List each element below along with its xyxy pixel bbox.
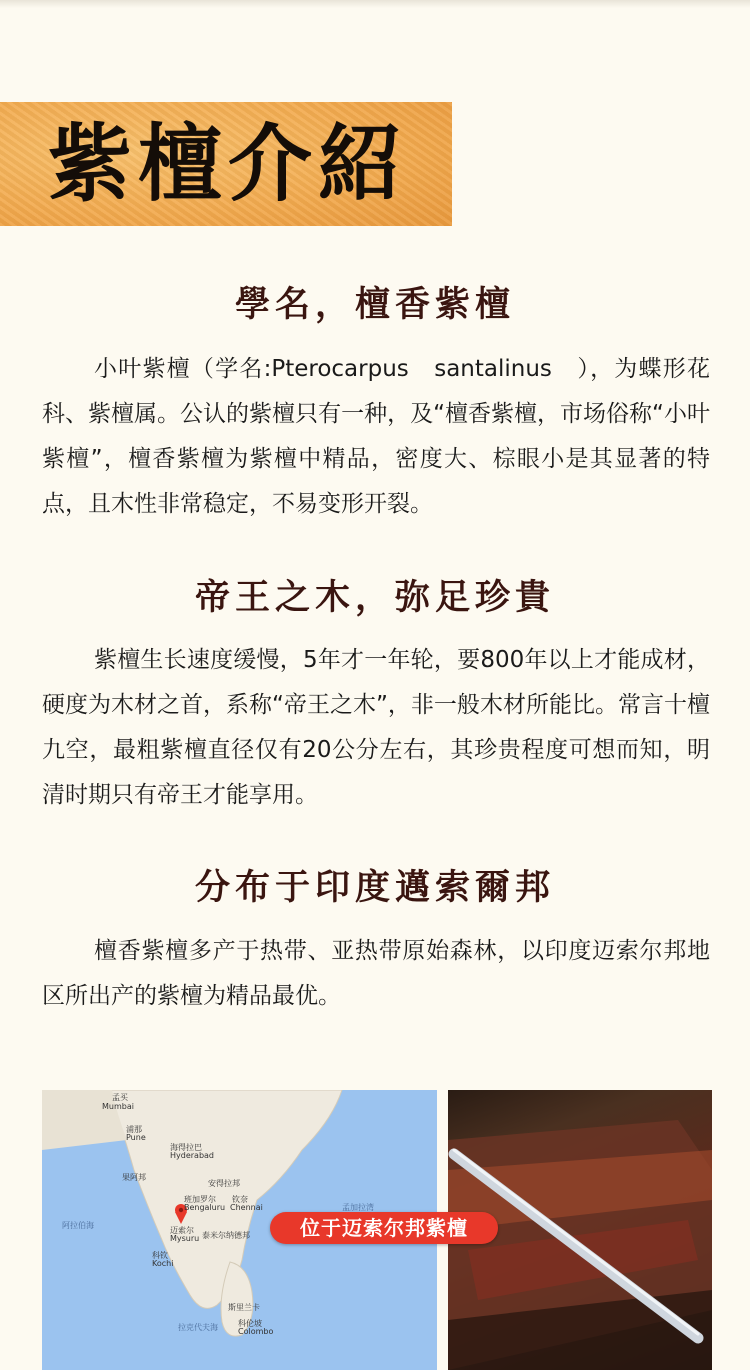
figure-map-and-wood xyxy=(42,1090,712,1370)
section-heading-scientific-name: 學名，檀香紫檀 xyxy=(234,284,515,325)
map-label-chennai: Chennai xyxy=(230,1203,263,1212)
section-text-distribution: 檀香紫檀多产于热带、亚热带原始森林，以印度迈索尔邦地区所出产的紫檀为精品最优。 xyxy=(42,938,710,1009)
map-label-bengaluru: Bengaluru xyxy=(184,1203,226,1212)
map-label-hyderabad-cn: 海得拉巴 xyxy=(170,1143,202,1152)
map-label-chennai-cn: 钦奈 xyxy=(232,1195,248,1204)
figure-caption: 位于迈索尔邦紫檀 xyxy=(270,1212,498,1244)
map-label-goa: 果阿邦 xyxy=(122,1173,146,1182)
map-label-andhra: 安得拉邦 xyxy=(208,1179,240,1188)
map-label-colombo-cn: 科伦坡 xyxy=(238,1319,262,1328)
map-label-kochi: Kochi xyxy=(152,1259,174,1268)
section-text-scientific-name: 小叶紫檀（学名:Pterocarpus santalinus ），为蝶形花科、紫檀属。公认的紫檀只有一种，及“檀香紫檀，市场俗称“小叶紫檀”，檀香紫檀为紫檀中精品，密度大、棕眼小是其显著的特点，且木性非常稳定，不易变形开裂。 xyxy=(42,356,710,517)
section-heading-distribution: 分布于印度邁索爾邦 xyxy=(194,867,555,908)
map-label-sri-lanka: 斯里兰卡 xyxy=(228,1303,260,1312)
section-text-imperial-wood: 紫檀生长速度缓慢，5年才一年轮，要800年以上才能成材，硬度为木材之首，系称“帝王之木”，非一般木材所能比。常言十檀九空，最粗紫檀直径仅有20公分左右，其珍贵程度可想而知，明清时期只有帝王才能享用。 xyxy=(42,647,710,808)
map-label-arabian-sea: 阿拉伯海 xyxy=(62,1221,94,1230)
map-label-hyderabad: Hyderabad xyxy=(170,1151,214,1160)
map-label-mysuru-cn: 迈索尔 xyxy=(170,1226,194,1235)
map-label-bay-of-bengal: 孟加拉湾 xyxy=(342,1203,374,1212)
map-label-mumbai: Mumbai xyxy=(102,1102,134,1111)
map-label-mumbai-cn: 孟买 xyxy=(112,1093,128,1102)
top-edge-shadow xyxy=(0,0,750,8)
title-banner xyxy=(0,102,452,226)
map-label-colombo: Colombo xyxy=(238,1327,274,1336)
section-heading-imperial-wood: 帝王之木，弥足珍貴 xyxy=(194,577,555,618)
map-label-kochi-cn: 科钦 xyxy=(152,1251,168,1260)
map-label-bengaluru-cn: 班加罗尔 xyxy=(184,1195,216,1204)
map-label-tamil-nadu: 泰米尔纳德邦 xyxy=(202,1231,250,1240)
map-label-pune-cn: 浦那 xyxy=(126,1125,142,1134)
map-label-laccadive-sea: 拉克代夫海 xyxy=(178,1323,218,1332)
map-label-pune: Pune xyxy=(126,1133,146,1142)
map-label-mysuru: Mysuru xyxy=(170,1234,200,1243)
banner-title: 紫檀介紹 xyxy=(48,114,409,213)
